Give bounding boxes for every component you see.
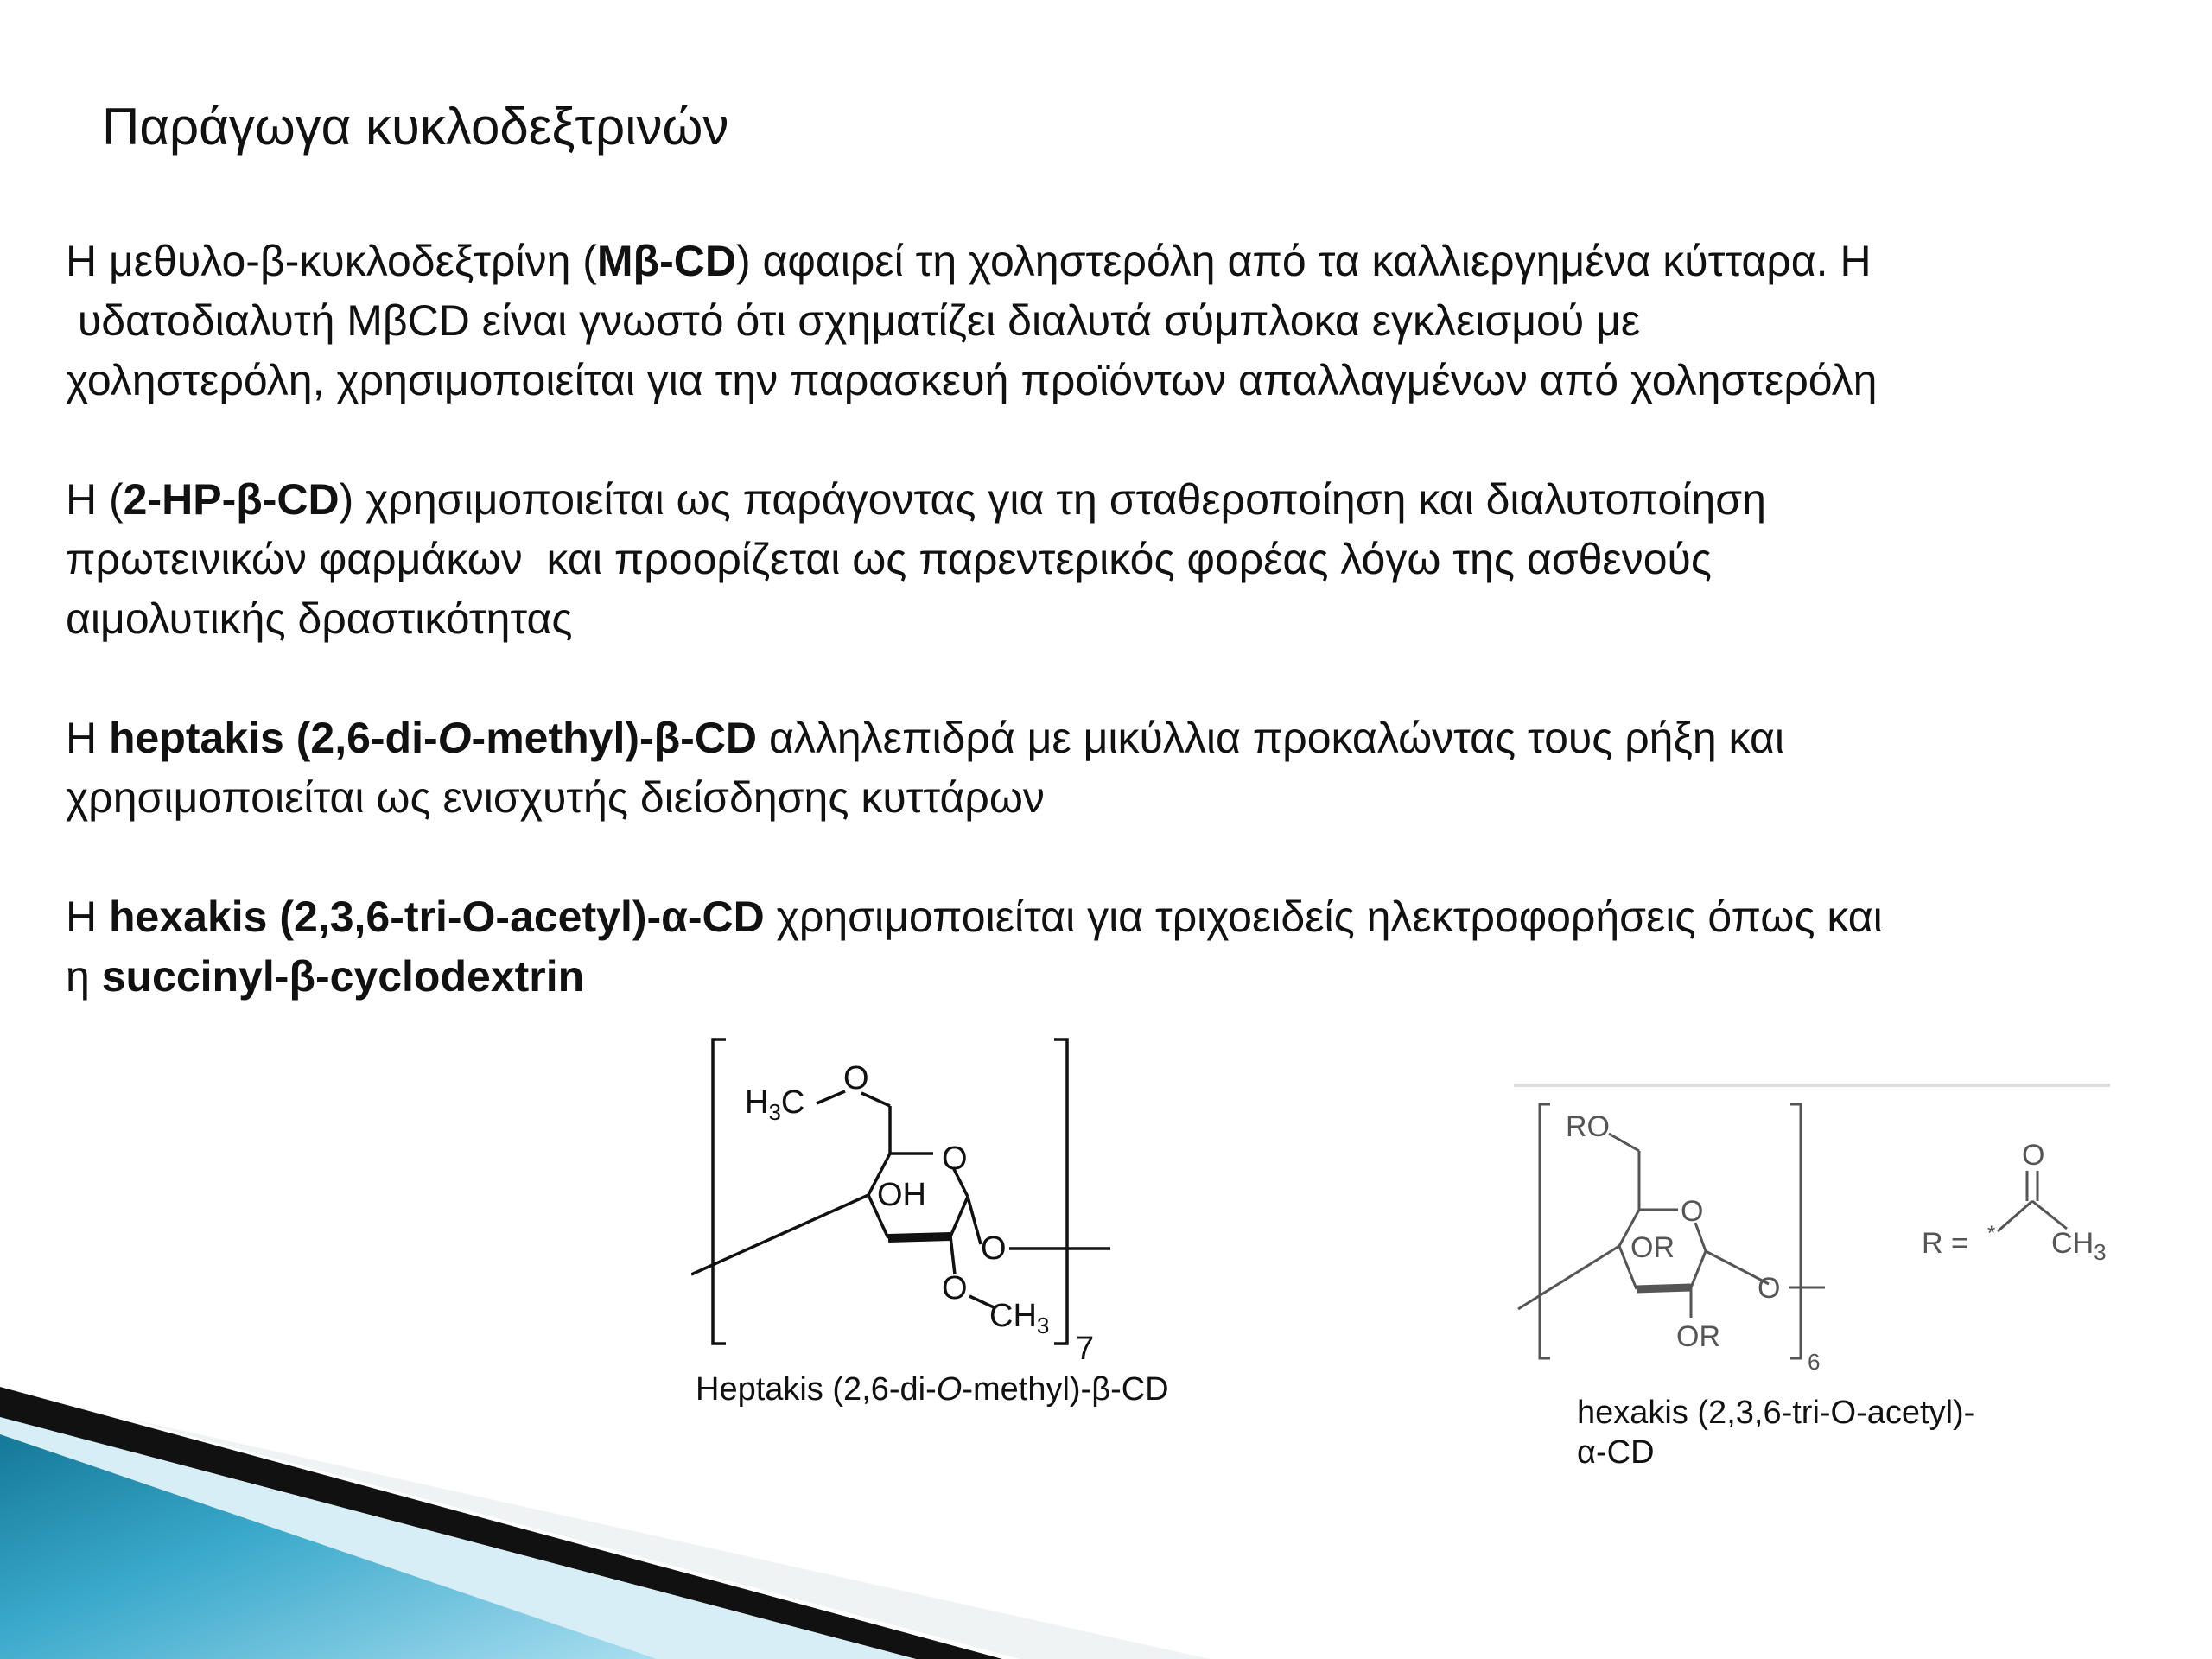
paragraph-heptakis bbox=[66, 709, 2174, 828]
label-h3c: $H_3C$ bbox=[745, 1084, 805, 1125]
structure-hexakis bbox=[1514, 1080, 2119, 1374]
label-o-top: O bbox=[843, 1060, 869, 1096]
text-run: Η μεθυλο-β-κυκλοδεξτρίνη ( bbox=[66, 237, 597, 285]
bond-bold bbox=[1637, 1287, 1691, 1289]
bond bbox=[1998, 1201, 2032, 1231]
paragraph-hexakis bbox=[66, 887, 2174, 1007]
text-run: heptakis (2,6-di- bbox=[109, 714, 438, 762]
label-o-carbonyl: O bbox=[2022, 1139, 2045, 1172]
caption-line: hexakis (2,3,6-tri-O-acetyl)- bbox=[1577, 1395, 1975, 1431]
text-run: χοληστερόλη, χρησιμοποιείται για την παρασκευή προϊόντων απαλλαγμένων από χοληστερόλη bbox=[66, 356, 1878, 404]
bond bbox=[1609, 1134, 1639, 1151]
text-run: πρωτεινικών φαρμάκων και προορίζεται ως παρεντερικός φορέας λόγω της ασθενούς bbox=[66, 535, 1712, 583]
paragraph-2hpbcd bbox=[66, 470, 2174, 649]
text-run: Η bbox=[66, 893, 109, 941]
label-o-ring: O bbox=[1681, 1195, 1704, 1228]
label-or-bottom: OR bbox=[1676, 1320, 1720, 1353]
bond bbox=[2032, 1201, 2067, 1229]
bond bbox=[817, 1091, 845, 1103]
text-run: υδατοδιαλυτή ΜβCD είναι γνωστό ότι σχηματίζει διαλυτά σύμπλοκα εγκλεισμού με bbox=[66, 296, 1641, 345]
text-run: χρησιμοποιείται ως ενισχυτής διείσδησης κυττάρων bbox=[66, 773, 1045, 822]
bracket-right bbox=[1790, 1104, 1801, 1358]
bracket-left bbox=[713, 1039, 726, 1344]
text-run: ) αφαιρεί τη χοληστερόλη από τα καλλιεργημένα κύτταρα. Η bbox=[735, 237, 1872, 285]
bracket-left bbox=[1540, 1104, 1550, 1358]
label-r-equals: R = bbox=[1922, 1227, 1968, 1260]
label-o-right: O bbox=[1758, 1272, 1781, 1305]
bond bbox=[950, 1236, 955, 1274]
caption-text: -methyl)-β-CD bbox=[962, 1371, 1169, 1408]
label-ch3: $CH_3$ bbox=[2051, 1227, 2107, 1265]
structure-heptakis bbox=[691, 1033, 1141, 1382]
caption-text: Heptakis (2,6-di- bbox=[696, 1371, 937, 1408]
italic-o: O bbox=[437, 714, 472, 762]
caption-line: α-CD bbox=[1577, 1434, 1655, 1471]
text-run: Η ( bbox=[66, 475, 124, 524]
label-o-ring: O bbox=[942, 1141, 968, 1177]
label-ro-top: RO bbox=[1566, 1110, 1610, 1143]
bold-term: 2-HP-β-CD bbox=[123, 475, 340, 524]
paragraph-mbcd bbox=[66, 232, 2174, 410]
bold-term: succinyl-β-cyclodextrin bbox=[101, 952, 585, 1001]
body-text bbox=[66, 232, 2174, 1066]
label-subscript-7: 7 bbox=[1076, 1331, 1095, 1367]
bond bbox=[1691, 1251, 1706, 1287]
text-run: Η bbox=[66, 714, 109, 762]
label-oh: OH bbox=[877, 1177, 926, 1213]
caption-italic: O bbox=[936, 1371, 963, 1408]
label-o-right: O bbox=[981, 1230, 1007, 1267]
text-run: -methyl)-β-CD bbox=[471, 714, 758, 762]
bold-term: hexakis (2,3,6-tri-O-acetyl)-α-CD bbox=[109, 893, 765, 941]
text-run: ) χρησιμοποιείται ως παράγοντας για τη σταθεροποίηση και διαλυτοποίηση bbox=[339, 475, 1766, 524]
bold-term bbox=[109, 714, 757, 762]
label-subscript-6: 6 bbox=[1808, 1349, 1821, 1374]
bond bbox=[950, 1197, 968, 1236]
bracket-right bbox=[1054, 1039, 1067, 1344]
page-title: Παράγωγα κυκλοδεξτρινών bbox=[102, 98, 729, 156]
label-o-bottom: O bbox=[942, 1270, 968, 1306]
text-run: αιμολυτικής δραστικότητας bbox=[66, 594, 573, 643]
text-run: η bbox=[66, 952, 102, 1001]
caption-heptakis bbox=[696, 1370, 1169, 1409]
text-run: χρησιμοποιείται για τριχοειδείς ηλεκτροφορήσεις όπως και bbox=[764, 893, 1883, 941]
bold-term: Μβ-CD bbox=[596, 237, 736, 285]
bond bbox=[968, 1197, 981, 1244]
bond bbox=[691, 1195, 868, 1274]
label-star: * bbox=[1987, 1222, 1996, 1245]
bond-bold bbox=[888, 1236, 950, 1238]
text-run: αλληλεπιδρά με μικύλλια προκαλώντας τους ρήξη και bbox=[757, 714, 1784, 762]
bond bbox=[1518, 1246, 1619, 1309]
label-ch3: $CH_3$ bbox=[989, 1298, 1050, 1338]
label-or-mid: OR bbox=[1630, 1231, 1675, 1264]
caption-hexakis bbox=[1577, 1393, 1974, 1472]
